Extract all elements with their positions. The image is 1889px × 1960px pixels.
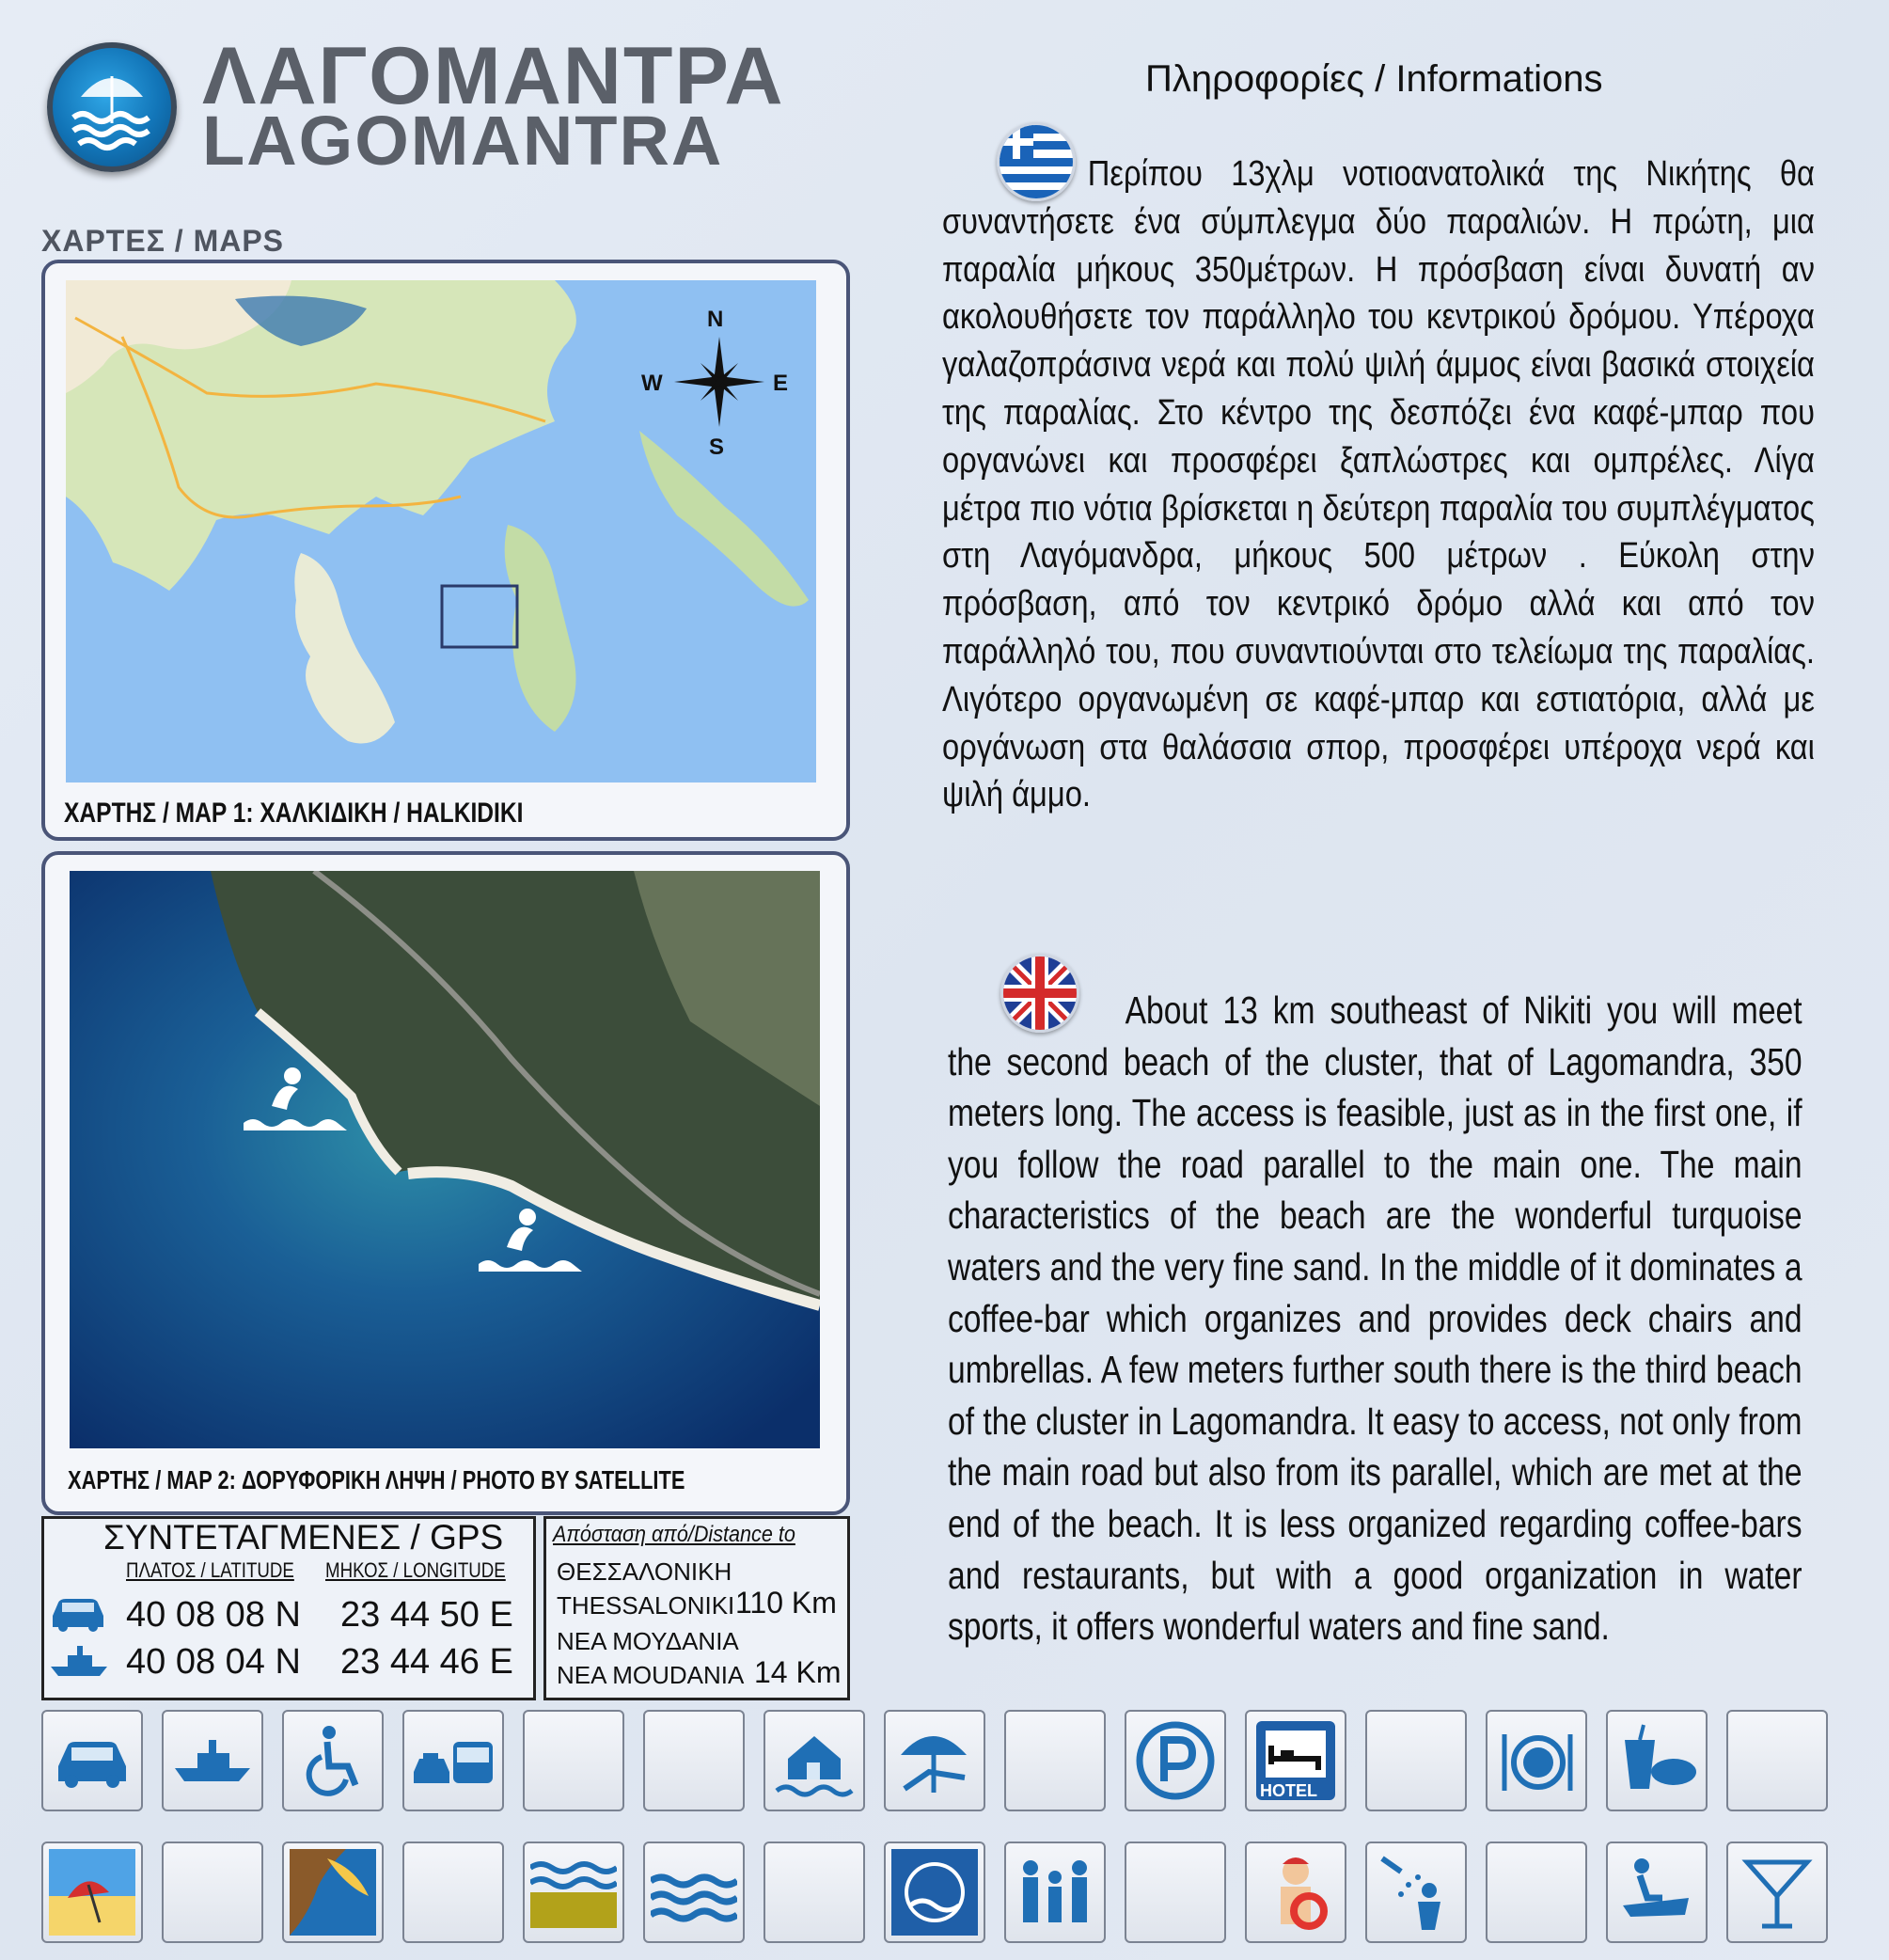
empty-slot — [402, 1841, 504, 1943]
hotel-label: HOTEL — [1260, 1781, 1317, 1800]
english-description-text: About 13 km southeast of Nikiti you will meet the second beach of the cluster, that of Lagomandra, 350 meters long. The access is feasible, just as in the first one, if you follow the road parallel to the main one. The main characteristics of the beach are the wonderful turquoise waters and the very fine sand. In the middle of it dominates a coffee-bar which organizes and provides deck chairs and umbrellas. A few meters further south there is the third beach of the cluster in Lagomandra. It easy to access, not only from the main road but also from its parallel, which are met at the end of the beach. It is less organized regarding coffee-bars and restaurants, but with a good organization in water sports, it offers wonderful waters and fine sand. — [948, 988, 1802, 1649]
gps-latitude-header: ΠΛΑΤΟΣ / LATITUDE — [126, 1558, 294, 1582]
beach-scene-icon — [41, 1841, 143, 1943]
snack-bar-icon — [1606, 1710, 1708, 1811]
wheelchair-icon — [282, 1710, 384, 1811]
restaurant-icon — [1486, 1710, 1587, 1811]
gps-longitude-header: ΜΗΚΟΣ / LONGITUDE — [325, 1558, 506, 1582]
gps-lon-boat: 23 44 46 E — [340, 1642, 513, 1682]
house-icon — [763, 1710, 865, 1811]
empty-slot — [523, 1710, 624, 1811]
car-icon — [49, 1595, 107, 1633]
facility-car-icon — [41, 1710, 143, 1811]
compass-e: E — [773, 371, 789, 396]
jet-ski-icon — [1606, 1841, 1708, 1943]
distance-moudania-english: NEA MOUDANIA — [557, 1661, 745, 1689]
distance-moudania-km: 14 Km — [754, 1655, 842, 1689]
map1-caption: ΧΑΡΤΗΣ / MAP 1: ΧΑΛΚΙΔΙΚΗ / HALKIDIKI — [64, 798, 524, 829]
empty-slot — [1125, 1841, 1226, 1943]
cape-icon — [282, 1841, 384, 1943]
taxi-bus-icon — [402, 1710, 504, 1811]
family-icon — [1004, 1841, 1106, 1943]
empty-slot — [763, 1841, 865, 1943]
gps-lat-boat: 40 08 04 N — [126, 1642, 301, 1682]
empty-slot — [1004, 1710, 1106, 1811]
sandy-shore-icon — [523, 1841, 624, 1943]
english-description — [948, 985, 1802, 1652]
greek-description — [942, 150, 1815, 819]
empty-slot — [162, 1841, 263, 1943]
page-title-greek: ΛΑΓΟΜΑΝΤΡΑ — [202, 31, 785, 121]
gps-lat-car: 40 08 08 N — [126, 1595, 301, 1635]
distance-thessaloniki-greek: ΘΕΣΣΑΛΟΝΙΚΗ — [557, 1557, 732, 1586]
waves-icon — [643, 1841, 745, 1943]
empty-slot — [1726, 1710, 1828, 1811]
page-title-english: LAGOMANTRA — [202, 102, 724, 180]
blue-flag-icon — [884, 1841, 985, 1943]
compass-n: N — [707, 307, 724, 332]
map2-satellite[interactable] — [70, 871, 820, 1448]
maps-heading: ΧΑΡΤΕΣ / MAPS — [41, 224, 285, 258]
compass-s: S — [709, 435, 725, 460]
distance-moudania-greek: ΝΕΑ ΜΟΥΔΑΝΙΑ — [557, 1627, 739, 1655]
distance-thessaloniki-english: THESSALONIKI — [557, 1591, 735, 1620]
empty-slot — [1486, 1841, 1587, 1943]
parking-icon — [1125, 1710, 1226, 1811]
boat-icon — [49, 1644, 109, 1678]
map2-caption: ΧΑΡΤΗΣ / MAP 2: ΔΟΡΥΦΟΡΙΚΗ ΛΗΨΗ / PHOTO BY SATELLITE — [68, 1465, 685, 1494]
beach-umbrella-icon — [884, 1710, 985, 1811]
compass-w: W — [641, 371, 663, 396]
info-heading: Πληροφορίες / Informations — [1145, 58, 1603, 100]
shower-icon — [1365, 1841, 1467, 1943]
gps-lon-car: 23 44 50 E — [340, 1595, 513, 1635]
hotel-icon — [1245, 1710, 1346, 1811]
beach-logo-icon — [47, 42, 177, 172]
cocktail-icon — [1726, 1841, 1828, 1943]
distance-thessaloniki-km: 110 Km — [735, 1586, 837, 1620]
facility-boat-icon — [162, 1710, 263, 1811]
empty-slot — [1365, 1710, 1467, 1811]
greek-description-text: Περίπου 13χλμ νοτιοανατολικά της Νικήτης θα συναντήσετε ένα σύμπλεγμα δύο παραλιών. Η πρώτη, μια παραλία μήκους 350μέτρων. Η πρόσβαση είναι δυνατή αν ακολουθήσετε τον παράλληλο του κεντρικού δρόμου. Υπέροχα γαλαζοπράσινα νερά και πολύ ψιλή άμμος είναι βασικά στοιχεία της παραλίας. Στο κέντρο της δεσπόζει ένα καφέ-μπαρ που οργανώνει και προσφέρει ξαπλώστρες και ομπρέλες. Λίγα μέτρα πιο νότια βρίσκεται η δεύτερη παραλία του συμπλέγματος στη Λαγόμανδρα, μήκους 500 μέτρων . Εύκολη στην πρόσβαση, από τον κεντρικό δρόμο αλλά και από τον παράλληλό του, που συναντιούνται στο τελείωμα της παραλίας. Λιγότερο οργανωμένη σε καφέ-μπαρ και εστιατόρια, αλλά με οργάνωση στα θαλάσσια σπορ, προσφέρει υπέροχα νερά και ψιλή άμμο. — [942, 154, 1815, 815]
gps-title: ΣΥΝΤΕΤΑΓΜΕΝΕΣ / GPS — [103, 1518, 504, 1557]
map1-halkidiki[interactable] — [66, 280, 816, 782]
distance-heading: Απόσταση από/Distance to — [553, 1522, 795, 1547]
empty-slot — [643, 1710, 745, 1811]
lifeguard-icon — [1245, 1841, 1346, 1943]
